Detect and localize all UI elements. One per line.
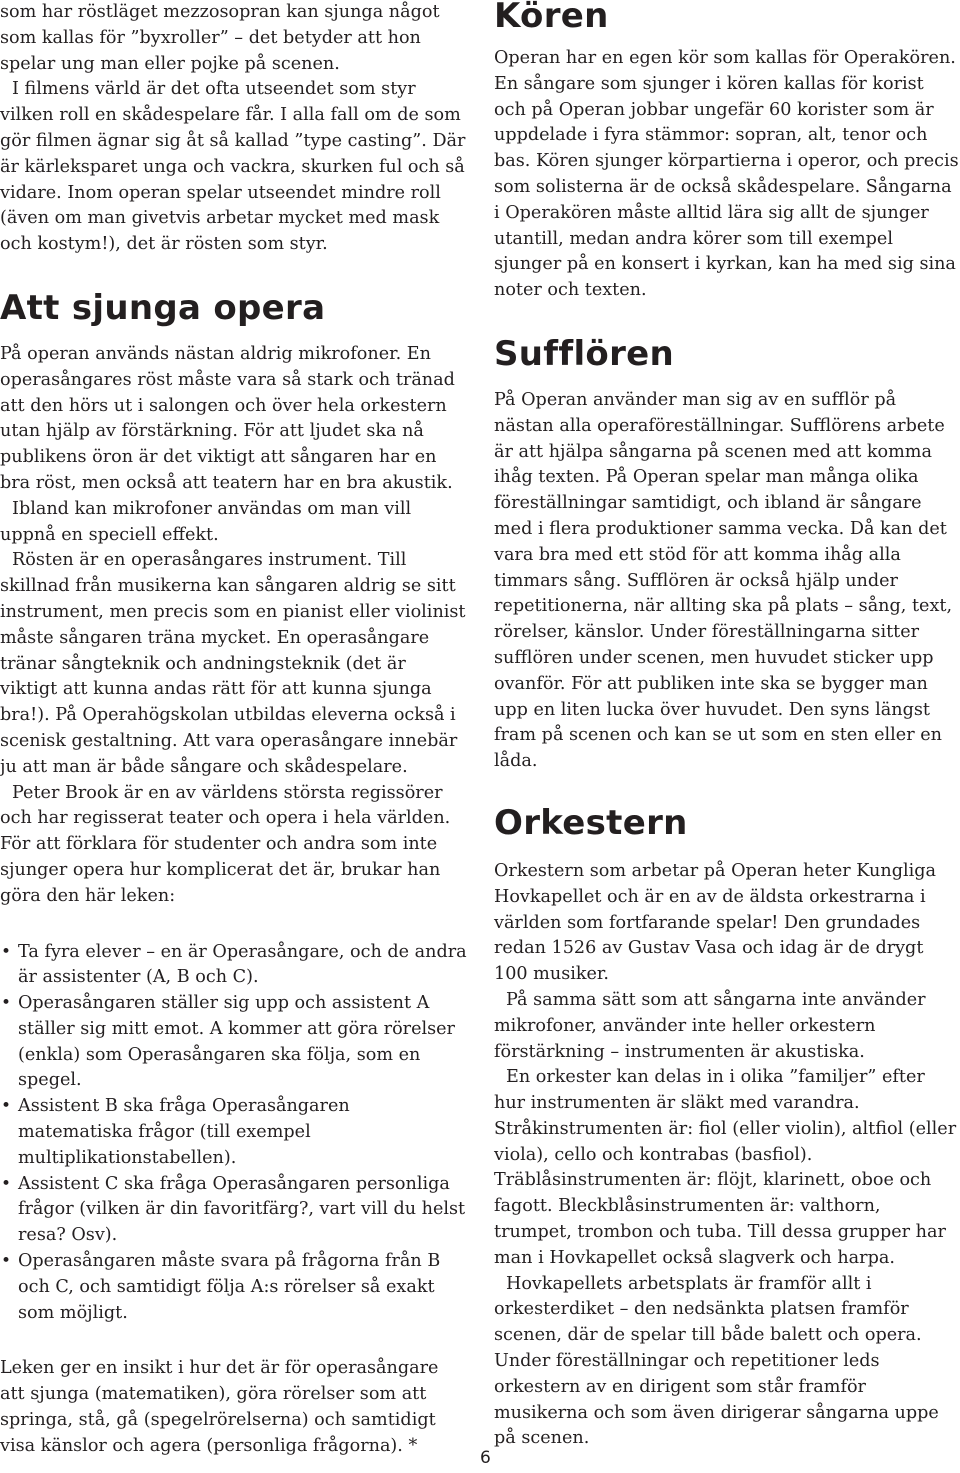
list-item-text: Assistent B ska fråga Operasångaren matematiska frågor (till exempel multiplikationstabellen). [18, 1096, 350, 1168]
body-paragraph: På operan används nästan aldrig mikrofoner. En operasångares röst måste vara så stark och tränad att den hörs ut i salongen och över hela orkestern utan hjälp av förstärkning. För att ljudet ska nå publikens öron är det viktigt att sångaren har en bra röst, men också att teatern har en bra akustik. [0, 343, 455, 493]
intro-paragraph: I filmens värld är det ofta utseendet som styr vilken roll en skådespelare får. I alla fall om de som gör filmen ägnar sig åt så kallad ”type casting”. Där är kärleksparet unga och vackra, skurken ful och så vidare. Inom operan spelar utseendet mindre roll (även om man givetvis arbetar mycket med mask och kostym!), det är rösten som styr. [0, 79, 466, 255]
bullet-icon: • [1, 993, 12, 1014]
left-column [0, 0, 468, 1460]
intro-paragraph: som har röstläget mezzosopran kan sjunga något som kallas för ”byxroller” – det betyder att hon spelar ung man eller pojke på scenen. [0, 2, 440, 74]
section-heading-orkestern: Orkestern [494, 802, 688, 843]
body-paragraph: Ibland kan mikrofoner användas om man vill uppnå en speciell effekt. [0, 498, 412, 545]
body-paragraph: Operan har en egen kör som kallas för Operakören. En sångare som sjunger i kören kallas för korist och på Operan jobbar ungefär 60 korister som är uppdelade i fyra stämmor: sopran, alt, tenor och bas. Kören sjunger körpartierna i operor, och precis som solisterna är de också skådespelare. Sångarna i Operakören måste alltid lära sig allt de sjunger utantill, medan andra körer som till exempel sjunger på en konsert i kyrkan, kan ha med sig sina noter och texten. [494, 48, 959, 301]
body-paragraph: På samma sätt som att sångarna inte använder mikrofoner, använder inte heller orkestern förstärkning – instrumenten är akustiska. [494, 989, 926, 1062]
list-item-text: Assistent C ska fråga Operasångaren personliga frågor (vilken är din favoritfärg?, vart vill du helst resa? Osv). [18, 1173, 466, 1246]
right-column [494, 0, 960, 1452]
bullet-icon: • [1, 1096, 12, 1117]
list-item [0, 1094, 468, 1171]
bullet-icon: • [1, 1173, 12, 1194]
list-item-text: Operasångaren ställer sig upp och assistent A ställer sig mitt emot. A kommer att göra rörelser (enkla) som Operasångaren ska följa, som en spegel. [18, 993, 455, 1091]
body-paragraph: Peter Brook är en av världens största regissörer och har regisserat teater och opera i hela världen. För att förklara för studenter och andra som inte sjunger opera hur komplicerat det är, brukar han göra den här leken: [0, 782, 451, 906]
list-item-text: Ta fyra elever – en är Operasångare, och de andra är assistenter (A, B och C). [18, 941, 467, 988]
body-paragraph: På Operan använder man sig av en sufflör på nästan alla operaföreställningar. Sufflörens arbete är att hjälpa sångarna på scenen med att komma ihåg texten. På Operan spelar man många olika föreställningar samtidigt, och ibland är sångare med i flera produktioner samma vecka. Då kan det vara bra med ett stöd för att komma ihåg alla timmars sång. Sufflören är också hjälp under repetitionerna, när allting ska på plats – sång, text, rörelser, känslor. Under föreställningarna sitter sufflören under scenen, men huvudet sticker upp ovanför. För att publiken inte ska se bygger man upp en liten lucka över huvudet. Den syns längst fram på scenen och kan se ut som en sten eller en låda. [494, 389, 953, 772]
bullet-icon: • [1, 941, 12, 962]
body-paragraph: En orkester kan delas in i olika ”familjer” efter hur instrumenten är släkt med varandra. Stråkinstrumenten är: fiol (eller violin), altfiol (eller viola), cello och kontrabas (basfiol). Träblåsinstrumenten är: flöjt, klarinett, oboe och fagott. Bleckblåsinstrumenten är: valthorn, trumpet, trombon och tuba. Till dessa grupper har man i Hovkapellet också slagverk och harpa. [494, 1067, 957, 1268]
closing-paragraph: Leken ger en insikt i hur det är för operasångare att sjunga (matematiken), göra rörelser som att springa, stå, gå (spegelrörelserna) och samtidigt visa känslor och agera (personliga frågorna). * [0, 1358, 439, 1456]
section-heading-att-sjunga-opera: Att sjunga opera [0, 287, 326, 328]
list-item-text: Operasångaren måste svara på frågorna från B och C, och samtidigt följa A:s rörelser så exakt som möjligt. [18, 1251, 441, 1323]
section-heading-sufflor: Sufflören [494, 333, 675, 374]
list-item [0, 1172, 468, 1249]
body-paragraph: Hovkapellets arbetsplats är framför allt i orkesterdiket – den nedsänkta platsen framför scenen, där de spelar till både balett och opera. Under föreställningar och repetitioner leds orkestern av en dirigent som står framför musikerna och som även dirigerar sångarna uppe på scenen. [494, 1273, 939, 1449]
body-paragraph: Orkestern som arbetar på Operan heter Kungliga Hovkapellet och är en av de äldsta orkestrarna i världen som fortfarande spelar! Den grundades redan 1526 av Gustav Vasa och idag är de drygt 100 musiker. [494, 860, 936, 985]
body-paragraph: Rösten är en operasångares instrument. Till skillnad från musikerna kan sångaren aldrig se sitt instrument, men precis som en pianist eller violinist måste sångaren träna mycket. En operasångare tränar sångteknik och andningsteknik (det är viktigt att kunna andas rätt för att kunna sjunga bra!). På Operahögskolan utbildas eleverna också i scenisk gestaltning. Att vara operasångare innebär ju att man är både sångare och skådespelare. [0, 550, 466, 777]
list-item [0, 991, 468, 1094]
bullet-icon: • [1, 1251, 12, 1272]
page-number: 6 [480, 1448, 491, 1468]
list-item [0, 940, 468, 992]
list-item [0, 1249, 468, 1326]
section-heading-koren: Kören [494, 0, 609, 36]
game-steps-list [0, 940, 468, 1327]
